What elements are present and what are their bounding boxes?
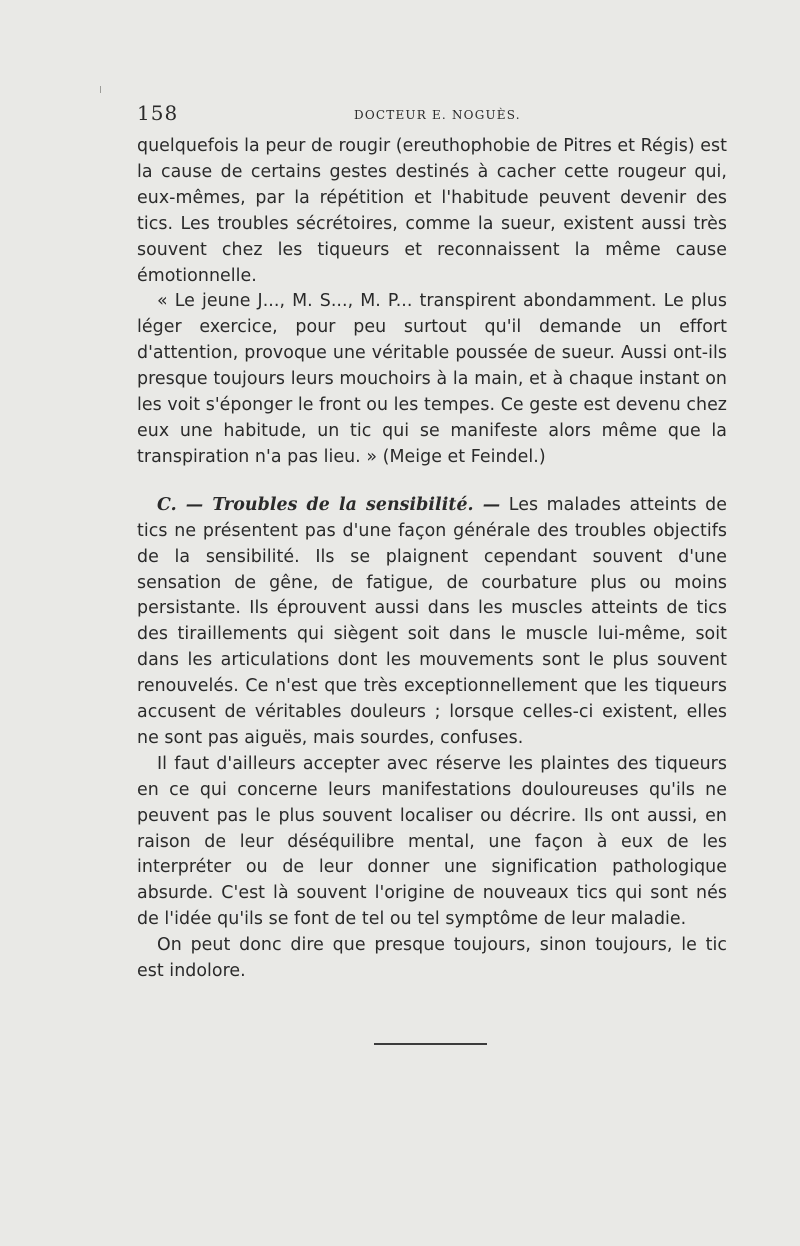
page-number: 158 xyxy=(137,101,179,125)
page-header xyxy=(137,101,727,129)
section-title: C. — Troubles de la sensibilité. — xyxy=(157,494,501,515)
paragraph-continuation: quelquefois la peur de rougir (ereuthophobie de Pitres et Régis) est la cause de certains gestes destinés à cacher cette rougeur qui, eux-mêmes, par la répétition et l'habitude peuvent devenir des tics. Les troubles sécrétoires, comme la sueur, existent aussi très souvent chez les tiqueurs et reconnaissent la même cause émotionnelle. xyxy=(137,136,727,286)
paragraph-conclusion: On peut donc dire que presque toujours, sinon toujours, le tic est indolore. xyxy=(137,935,727,982)
section-paragraph xyxy=(137,493,727,752)
paragraph-reserve: Il faut d'ailleurs accepter avec réserve les plaintes des tiqueurs en ce qui concerne leurs manifestations douloureuses qu'ils ne peuvent pas le plus souvent localiser ou décrire. Ils ont aussi, en raison de leur déséquilibre mental, une façon à eux de les interpréter ou de leur donner une signification pathologique absurde. C'est là souvent l'origine de nouveaux tics qui sont nés de l'idée qu'ils se font de tel ou tel symptôme de leur maladie. xyxy=(137,753,727,930)
section-end-rule xyxy=(374,1043,487,1045)
paragraph-quotation: « Le jeune J..., M. S..., M. P... transpirent abondamment. Le plus léger exercice, pour peu surtout qu'il demande un effort d'attention, provoque une véritable poussée de sueur. Aussi ont-ils presque toujours leurs mouchoirs à la main, et à chaque instant on les voit s'éponger le front ou les tempes. Ce geste est devenu chez eux une habitude, un tic qui se manifeste alors même que la transpiration n'a pas lieu. » (Meige et Feindel.) xyxy=(137,291,727,467)
running-head: DOCTEUR E. NOGUÈS. xyxy=(354,108,521,122)
section-paragraph-text: Les malades atteints de tics ne présentent pas d'une façon générale des troubles objectifs de la sensibilité. Ils se plaignent cependant souvent d'une sensation de gêne, de fatigue, de courbature plus ou moins persistante. Ils éprouvent aussi dans les muscles atteints de tics des tiraillements qui siègent soit dans le muscle lui-même, soit dans les articulations dont les mouvements sont le plus souvent renouvelés. Ce n'est que très exceptionnellement que les tiqueurs accusent de véritables douleurs ; lorsque celles-ci existent, elles ne sont pas aiguës, mais sourdes, confuses. xyxy=(137,494,727,748)
body-text xyxy=(137,134,727,985)
stray-print-mark xyxy=(100,86,101,93)
